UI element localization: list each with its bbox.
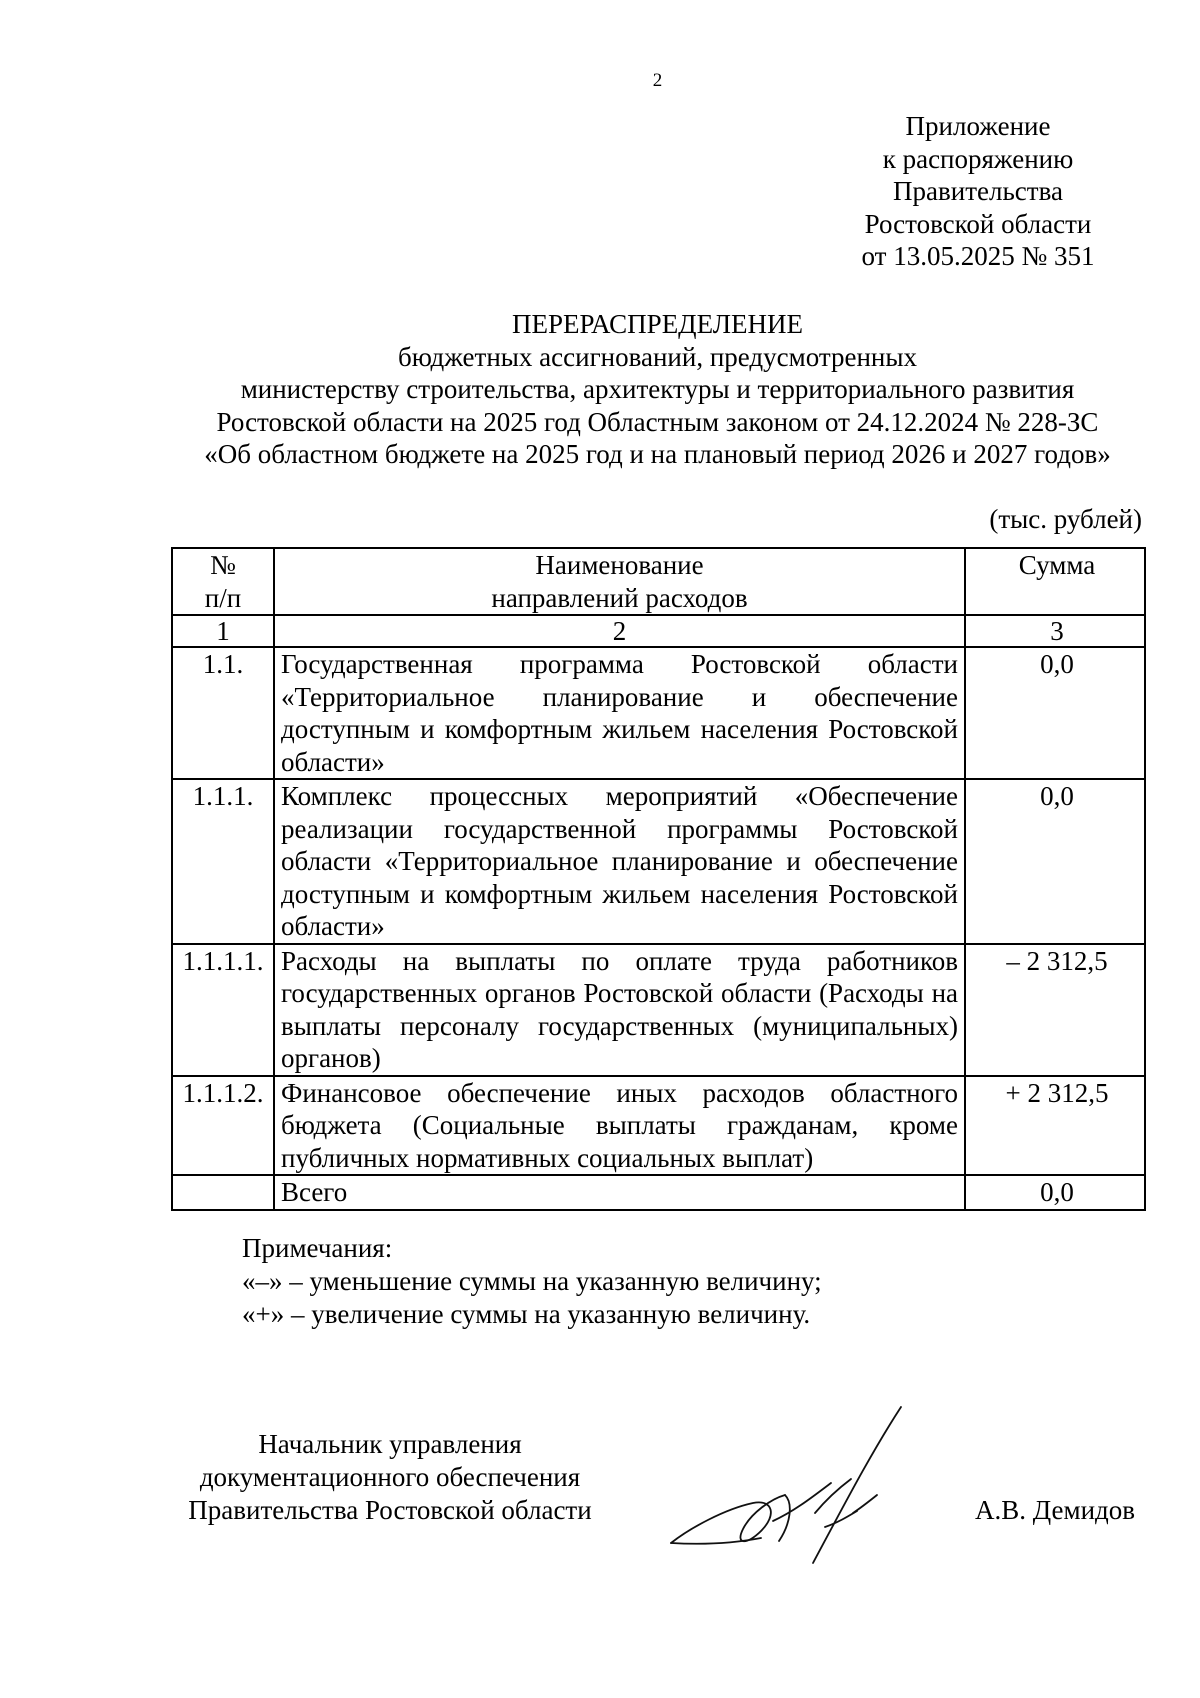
annex-block — [828, 110, 1128, 273]
table-row — [172, 1076, 1145, 1176]
column-index: 2 — [274, 615, 965, 647]
annex-line: Правительства — [893, 176, 1063, 206]
signature-stroke — [773, 1483, 831, 1521]
total-sum: 0,0 — [965, 1175, 1145, 1210]
row-name: Государственная программа Ростовской области «Территориальное планирование и обеспечение доступным и комфортным жильем населения Ростовской области» — [274, 647, 965, 779]
header-name — [274, 548, 965, 615]
signer-line: Начальник управления — [258, 1429, 522, 1459]
signature-stroke — [671, 1538, 761, 1544]
table-header-row — [172, 548, 1145, 615]
header-name-line: Наименование — [535, 550, 704, 580]
row-name: Расходы на выплаты по оплате труда работников государственных органов Ростовской области (Расходы на выплаты персоналу государственных (муниципальных) органов) — [274, 944, 965, 1076]
header-name-line: направлений расходов — [491, 582, 748, 613]
total-number-cell — [172, 1175, 274, 1210]
page-number: 2 — [652, 70, 663, 91]
notes-block — [242, 1232, 822, 1331]
signer-line: документационного обеспечения — [199, 1462, 581, 1492]
note-line: «–» – уменьшение суммы на указанную величину; — [242, 1266, 822, 1296]
row-number: 1.1. — [172, 647, 274, 779]
row-number: 1.1.1.2. — [172, 1076, 274, 1176]
table-row — [172, 944, 1145, 1076]
signature-stroke — [671, 1495, 785, 1543]
table-row — [172, 779, 1145, 944]
title-line: бюджетных ассигнований, предусмотренных — [397, 341, 918, 372]
notes-heading: Примечания: — [242, 1233, 393, 1263]
signature-stroke — [825, 1511, 857, 1527]
signature-stroke — [813, 1407, 901, 1563]
title-line: «Об областном бюджете на 2025 год и на плановый период 2026 и 2027 годов» — [204, 439, 1111, 469]
signer-position — [170, 1428, 610, 1527]
total-label: Всего — [274, 1175, 965, 1210]
header-num-line: № — [210, 550, 236, 580]
row-sum: + 2 312,5 — [965, 1076, 1145, 1176]
signature-stroke — [815, 1479, 851, 1513]
annex-line: Ростовской области — [864, 208, 1092, 239]
annex-line: Приложение — [905, 111, 1051, 141]
signee-name: А.В. Демидов — [975, 1495, 1136, 1525]
table-row — [172, 647, 1145, 779]
units-label: (тыс. рублей) — [989, 504, 1142, 534]
row-sum: 0,0 — [965, 779, 1145, 944]
row-name: Финансовое обеспечение иных расходов областного бюджета (Социальные выплаты гражданам, кроме публичных нормативных социальных выплат) — [274, 1076, 965, 1176]
handwritten-signature — [665, 1403, 925, 1568]
title-heading: ПЕРЕРАСПРЕДЕЛЕНИЕ — [511, 309, 804, 339]
title-line: Ростовской области на 2025 год Областным законом от 24.12.2024 № 228-ЗС — [216, 406, 1099, 437]
row-name: Комплекс процессных мероприятий «Обеспечение реализации государственной программы Ростовской области «Территориальное планирование и обеспечение доступным и комфортным жильем населения Ростовской области» — [274, 779, 965, 944]
row-sum: – 2 312,5 — [965, 944, 1145, 1076]
signer-line: Правительства Ростовской области — [188, 1495, 592, 1525]
row-number: 1.1.1. — [172, 779, 274, 944]
note-line: «+» – увеличение суммы на указанную величину. — [242, 1299, 811, 1329]
annex-line: к распоряжению — [882, 143, 1074, 174]
total-row — [172, 1175, 1145, 1210]
budget-table — [171, 547, 1146, 1211]
column-index: 3 — [965, 615, 1145, 647]
header-sum: Сумма — [965, 548, 1145, 615]
title-line: министерству строительства, архитектуры и территориального развития — [240, 374, 1075, 404]
header-num — [172, 548, 274, 615]
row-number: 1.1.1.1. — [172, 944, 274, 1076]
header-num-line: п/п — [204, 582, 242, 613]
column-index-row — [172, 615, 1145, 647]
annex-line: от 13.05.2025 № 351 — [861, 241, 1095, 271]
document-title — [160, 308, 1155, 471]
row-sum: 0,0 — [965, 647, 1145, 779]
column-index: 1 — [172, 615, 274, 647]
